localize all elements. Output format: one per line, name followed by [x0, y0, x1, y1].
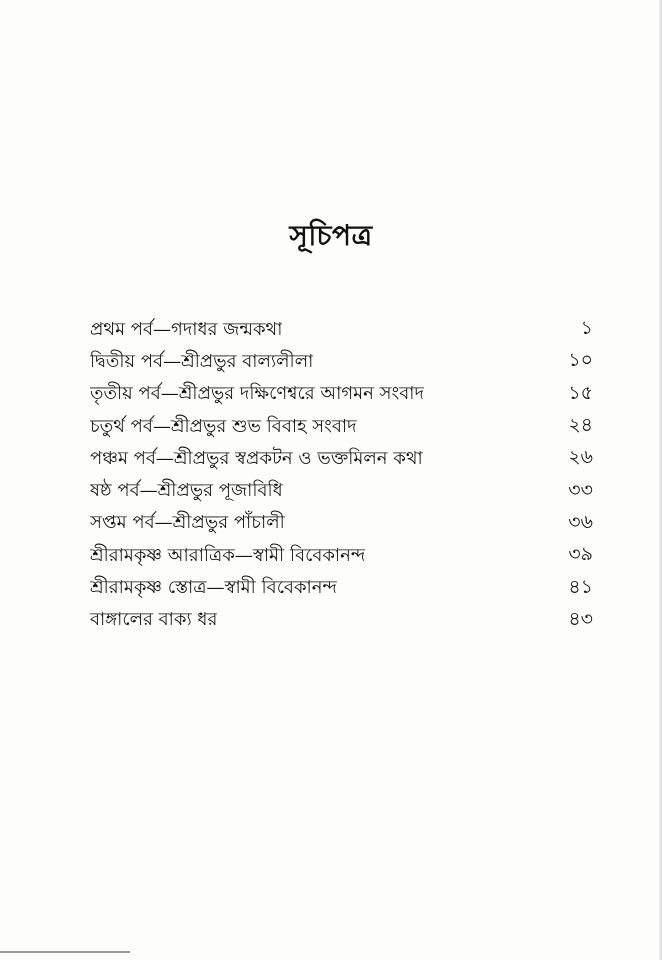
toc-entry-page: ১০ — [568, 349, 593, 372]
toc-entry-title: পঞ্চম পর্ব—শ্রীপ্রভুর স্বপ্রকটন ও ভক্তমিলন কথা — [90, 447, 423, 469]
toc-entry-page: ৪৩ — [568, 607, 593, 630]
toc-entry — [90, 411, 593, 443]
toc-entry — [90, 443, 593, 475]
toc-entry-page: ২৪ — [568, 414, 593, 437]
toc-entry-title: তৃতীয় পর্ব—শ্রীপ্রভুর দক্ষিণেশ্বরে আগমন সংবাদ — [90, 383, 424, 405]
toc-entry — [90, 314, 593, 346]
toc-entry-title: বাঙ্গালের বাক্য ধর — [90, 609, 218, 631]
toc-entry-page: ৩৬ — [568, 510, 593, 533]
page-title: সূচিপত্র — [289, 219, 373, 252]
toc-entry — [90, 605, 593, 637]
toc-entry — [90, 475, 593, 507]
toc-entry — [90, 379, 593, 411]
toc-entry — [90, 572, 593, 604]
toc-entry-page: ৩৯ — [568, 543, 593, 566]
toc-entry-title: প্রথম পর্ব—গদাধর জন্মকথা — [90, 318, 283, 340]
toc-entry-title: শ্রীরামকৃষ্ণ স্তোত্র—স্বামী বিবেকানন্দ — [90, 577, 337, 599]
toc-entry-page: ১ — [580, 317, 593, 340]
toc-entry-page: ২৬ — [568, 446, 593, 469]
toc-entry-page: ৪১ — [568, 575, 593, 598]
toc-entry-title: দ্বিতীয় পর্ব—শ্রীপ্রভুর বাল্যলীলা — [90, 350, 314, 372]
toc-entry-page: ১৫ — [568, 381, 593, 404]
toc-entry — [90, 508, 593, 540]
table-of-contents — [90, 314, 593, 637]
toc-entry-title: শ্রীরামকৃষ্ণ আরাত্রিক—স্বামী বিবেকানন্দ — [90, 544, 366, 566]
toc-entry-page: ৩৩ — [568, 478, 593, 501]
scan-edge-line — [0, 951, 130, 953]
toc-entry-title: সপ্তম পর্ব—শ্রীপ্রভুর পাঁচালী — [90, 512, 285, 534]
toc-entry — [90, 540, 593, 572]
toc-entry-title: চতুর্থ পর্ব—শ্রীপ্রভুর শুভ বিবাহ সংবাদ — [90, 415, 357, 437]
toc-entry-title: ষষ্ঠ পর্ব—শ্রীপ্রভুর পূজাবিধি — [90, 480, 283, 502]
toc-entry — [90, 346, 593, 378]
